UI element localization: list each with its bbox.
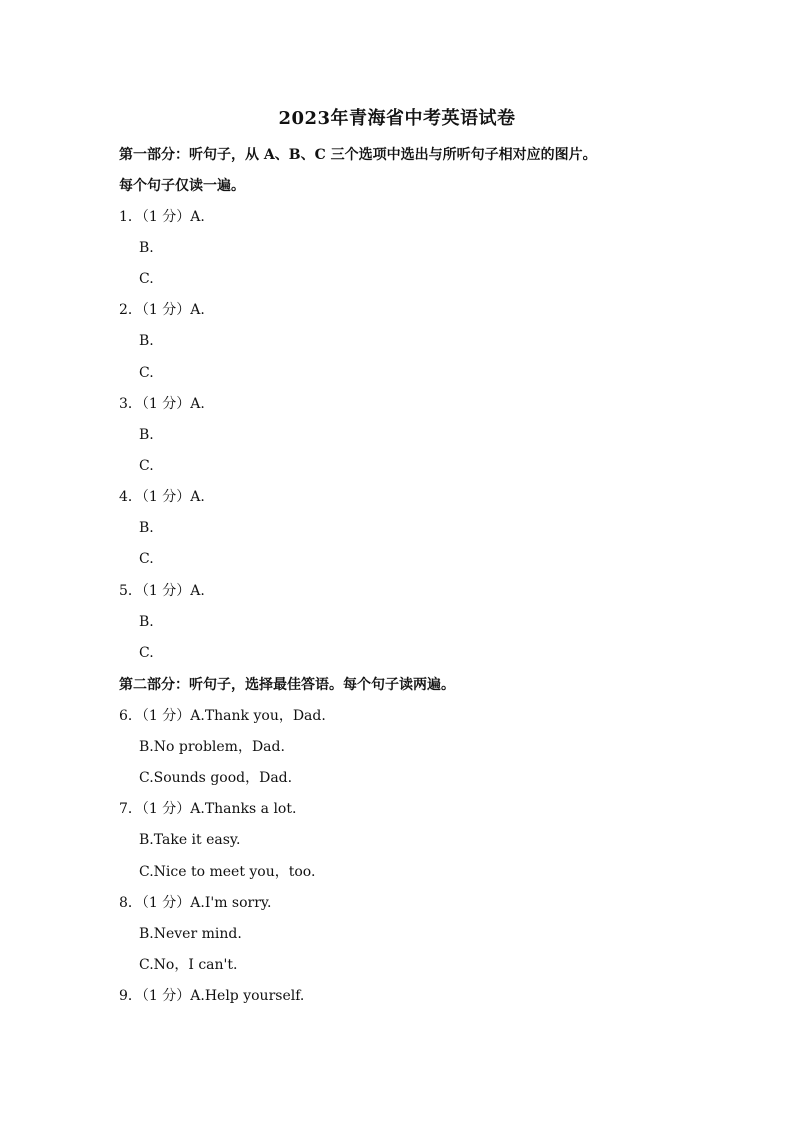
question-8-option-c: C.No，I can't. [139, 957, 238, 973]
question-1-option-b: B. [139, 240, 154, 256]
question-8-stem: 8．（1 分）A.I'm sorry. [119, 895, 272, 911]
question-8-option-b: B.Never mind. [139, 926, 242, 942]
question-5-option-b: B. [139, 614, 154, 630]
question-6-option-c: C.Sounds good，Dad. [139, 770, 293, 786]
part1-heading-line2: 每个句子仅读一遍。 [119, 178, 245, 194]
question-4-stem: 4．（1 分）A. [119, 489, 205, 505]
question-9-stem: 9．（1 分）A.Help yourself. [119, 988, 305, 1004]
part2-heading: 第二部分：听句子，选择最佳答语。每个句子读两遍。 [119, 677, 455, 693]
question-1-option-c: C. [139, 271, 154, 287]
question-6-stem: 6．（1 分）A.Thank you，Dad. [119, 708, 326, 724]
question-7-stem: 7．（1 分）A.Thanks a lot. [119, 801, 297, 817]
question-2-option-b: B. [139, 333, 154, 349]
question-7-option-b: B.Take it easy. [139, 832, 241, 848]
question-3-option-c: C. [139, 458, 154, 474]
part1-heading-line1: 第一部分：听句子，从 A、B、C 三个选项中选出与所听句子相对应的图片。 [119, 147, 597, 163]
question-3-option-b: B. [139, 427, 154, 443]
question-2-stem: 2．（1 分）A. [119, 302, 205, 318]
question-1-stem: 1．（1 分）A. [119, 209, 205, 225]
question-4-option-c: C. [139, 551, 154, 567]
exam-title: 2023年青海省中考英语试卷 [278, 108, 516, 129]
question-4-option-b: B. [139, 520, 154, 536]
question-3-stem: 3．（1 分）A. [119, 396, 205, 412]
question-2-option-c: C. [139, 365, 154, 381]
question-5-option-c: C. [139, 645, 154, 661]
question-5-stem: 5．（1 分）A. [119, 583, 205, 599]
question-6-option-b: B.No problem，Dad. [139, 739, 285, 755]
question-7-option-c: C.Nice to meet you，too. [139, 864, 316, 880]
